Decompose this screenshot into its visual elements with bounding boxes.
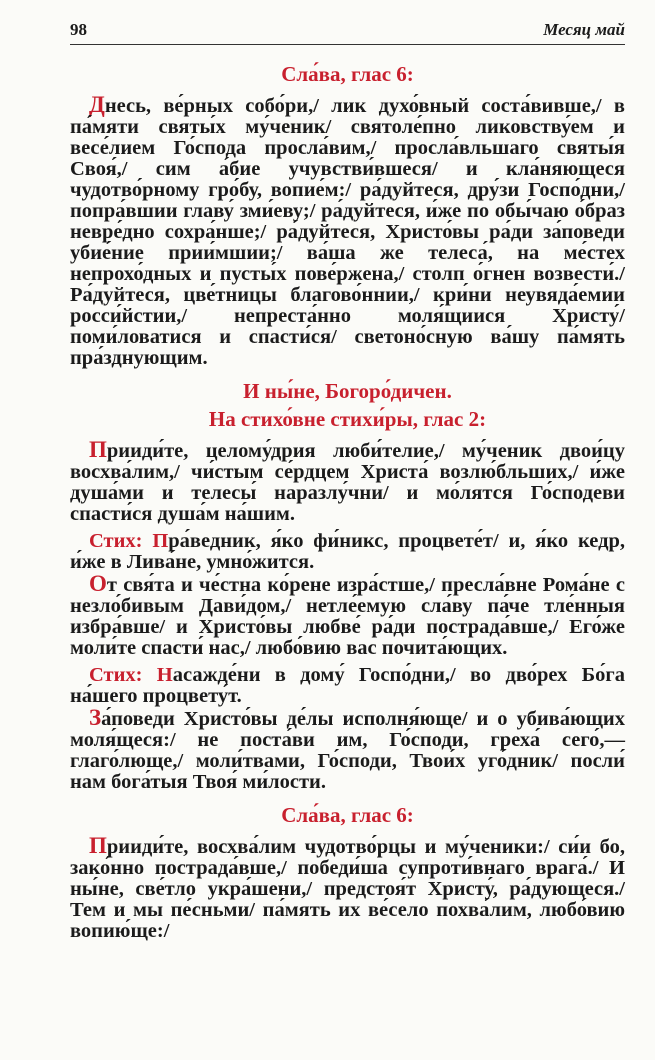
verse-2: [70, 665, 625, 707]
page-header: [70, 14, 625, 45]
drop-initial: П: [89, 437, 107, 462]
drop-initial: З: [89, 705, 102, 730]
paragraph-slava-1: [70, 94, 625, 369]
sticheron-text: т свя́та и че́стна ко́рене изра́стше,/ пресла́вне Рома́не с незло́бивым Дави́дом,/ нетле́емую сла́ву па́че тле́нныя избра́вше/ и Христо́вы любве́ ра́ди пострада́вше,/ Его́же моли́те спасти́ нас,/ любо́вию вас почита́ющих.: [70, 574, 625, 659]
drop-initial: Д: [89, 92, 105, 117]
verse-text: асажде́ни в дому́ Госпо́дни,/ во дво́рех Бо́га на́шего процвету́т.: [70, 664, 625, 707]
heading-slava-2: Сла́ва, глас 6:: [281, 803, 414, 827]
verse-1: [70, 531, 625, 573]
verse-initial: П: [152, 530, 169, 552]
heading-i-nyne: И ны́не, Богоро́дичен.: [243, 379, 452, 403]
sticheron-2: [70, 573, 625, 659]
sticheron-text: а́поведи Христо́вы де́лы исполня́юще/ и о убива́ющих моля́щеся:/ не поста́ви им, Го́споди, греха́ сего́,— глаго́люще,/ моли́твами, Го́споди, Твои́х уго́дник/ посли́ нам бога́тыя Твоя́ ми́лости.: [70, 708, 625, 793]
sticheron-1: [70, 439, 625, 525]
verse-label: Стих:: [89, 664, 157, 686]
drop-initial: П: [89, 833, 107, 858]
paragraph-text: рииди́те, восхва́лим чудотво́рцы и му́ченики:/ си́и бо, зако́нно пострада́вше,/ победи́ша супроти́внаго врага́./ И ны́не, све́тло укра́шени,/ предстоя́т Христу́, ра́дующеся./ Тем и мы пе́сньми/ па́мять их ве́село похва́лим, любо́вию вопию́ще:/: [70, 836, 625, 942]
sticheron-text: рииди́те, целому́дрия люби́телие,/ му́ченик двои́цу восхва́лим,/ чи́стым се́рдцем Христа́ возлю́бльших,/ и́же душа́ми и телесы́ наразлу́чни/ и мо́лятся Го́сподеви спасти́ся душа́м на́шим.: [70, 440, 625, 525]
paragraph-text: несь, ве́рных собо́ри,/ лик духо́вный соста́вивше,/ в па́мяти святы́х му́ченик/ святоле́пно ликовству́ем и весе́лием Го́спода просла́вим,/ просла́вльшаго святы́я Своя́,/ сим а́бие учувстви́вшеся/ и кла́няющеся чудотво́рному гро́бу, вопие́м:/ ра́дуйтеся, дру́зи Госпо́дни,/ попра́вшии главу́ зми́еву;/ ра́дуйтеся, и́же по обы́чаю о́браз невре́дно сохра́нше;/ ра́дуйтеся, Христо́вы ра́ди за́поведи убие́ние прии́мшии;/ ва́ша же телеса́, на ме́стех непрохо́дных и пусты́х пове́ржена,/ столп о́гнен возвести́./ Ра́дуйтеся, цве́тницы благово́ннии,/ кри́ни неувяда́емии росси́йстии,/ непреста́нно моля́щиися Христу́/ поми́ловатися и спасти́ся/ светоно́сную ва́шу па́мять пра́зднующим.: [70, 95, 625, 369]
verse-label: Стих:: [89, 530, 153, 552]
verse-text: ра́ведник, я́ко фи́никс, процвете́т/ и, я́ко кедр, и́же в Лива́не, умно́жится.: [70, 530, 625, 573]
running-title: Месяц май: [543, 20, 625, 39]
sticheron-3: [70, 707, 625, 793]
verse-initial: Н: [156, 664, 173, 686]
heading-stikhovna: На стихо́вне стихи́ры, глас 2:: [208, 407, 487, 431]
heading-slava-1: Сла́ва, глас 6:: [281, 62, 414, 86]
page-content: [70, 60, 625, 942]
page-number: 98: [70, 20, 87, 39]
drop-initial: О: [89, 571, 107, 596]
paragraph-slava-2: [70, 835, 625, 942]
